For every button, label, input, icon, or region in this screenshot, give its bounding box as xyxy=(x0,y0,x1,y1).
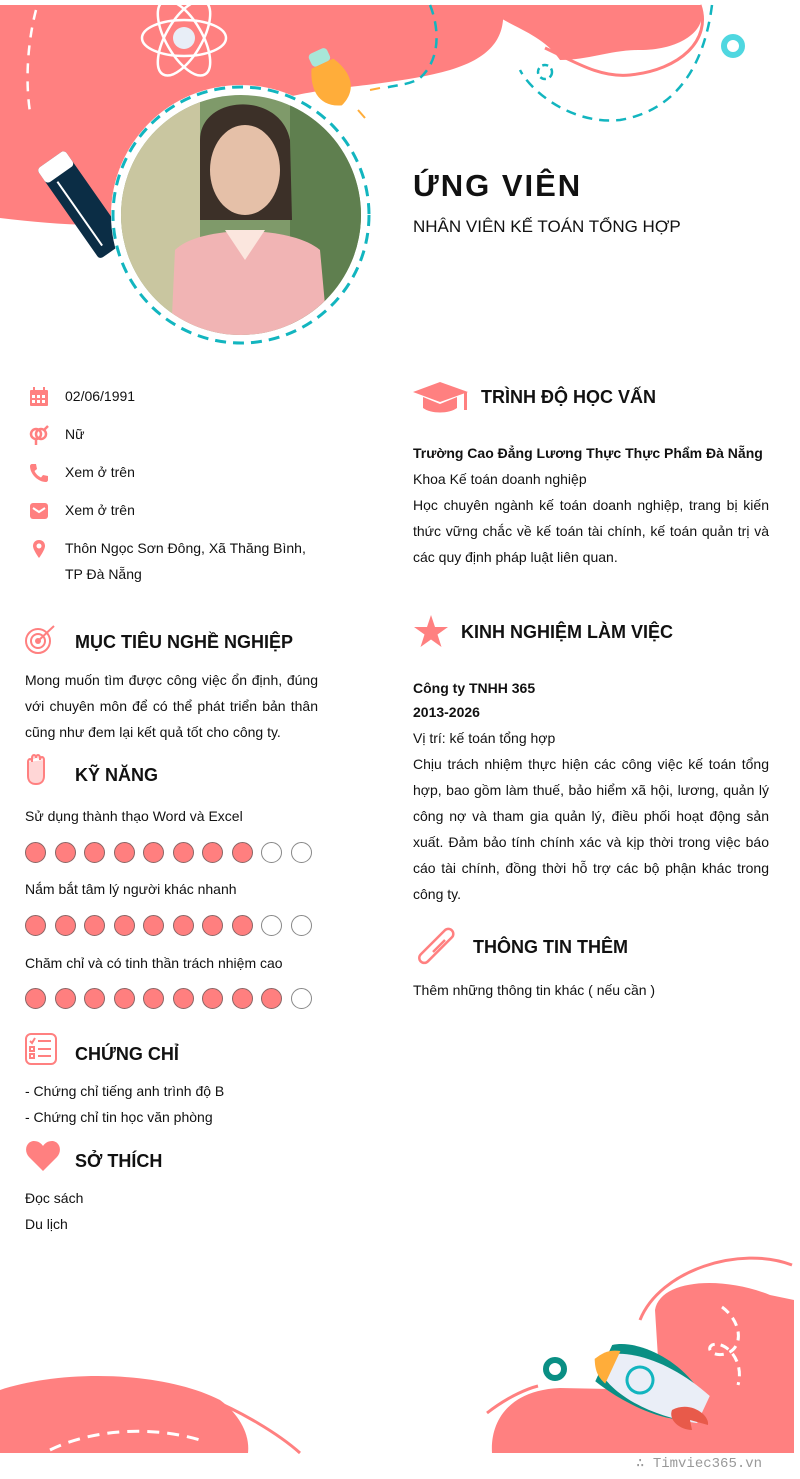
rating-dot-filled xyxy=(25,915,46,936)
rating-dot-filled xyxy=(232,988,253,1009)
graduation-cap-icon xyxy=(413,380,469,414)
rating-dot-filled xyxy=(114,988,135,1009)
skill-name: Nắm bắt tâm lý người khác nhanh xyxy=(25,881,237,897)
hand-icon xyxy=(25,754,47,786)
contact-address: Thôn Ngọc Sơn Đông, Xã Thăng Bình, TP Đà Nẵng xyxy=(25,535,325,587)
rating-dot-filled xyxy=(232,915,253,936)
skill-rating xyxy=(25,842,312,863)
watermark: ∴ Timviec365.vn xyxy=(636,1456,763,1472)
rating-dot-filled xyxy=(202,842,223,863)
target-icon xyxy=(24,624,58,656)
rating-dot-filled xyxy=(114,842,135,863)
rating-dot-filled xyxy=(202,988,223,1009)
phone-icon xyxy=(29,463,49,483)
contact-gender: Nữ xyxy=(25,421,325,447)
certificate-item: - Chứng chỉ tiếng anh trình độ B xyxy=(25,1083,225,1099)
rating-dot-filled xyxy=(114,915,135,936)
star-icon xyxy=(414,615,448,648)
rating-dot-filled xyxy=(55,915,76,936)
objective-title: MỤC TIÊU NGHỀ NGHIỆP xyxy=(75,632,294,652)
calendar-icon xyxy=(29,387,49,407)
rating-dot-empty xyxy=(261,842,282,863)
skill-rating xyxy=(25,988,312,1009)
experience-company: Công ty TNHH 365 xyxy=(413,680,536,696)
rating-dot-filled xyxy=(173,915,194,936)
hobby-item: Du lịch xyxy=(25,1216,68,1232)
rating-dot-filled xyxy=(143,915,164,936)
rating-dot-filled xyxy=(202,915,223,936)
rating-dot-filled xyxy=(261,988,282,1009)
rating-dot-filled xyxy=(143,988,164,1009)
rating-dot-filled xyxy=(232,842,253,863)
rating-dot-empty xyxy=(261,915,282,936)
skill-name: Chăm chỉ và có tinh thần trách nhiệm cao xyxy=(25,955,283,971)
rating-dot-filled xyxy=(84,915,105,936)
certificates-title: CHỨNG CHỈ xyxy=(75,1044,179,1064)
heart-icon xyxy=(25,1140,61,1172)
additional-title: THÔNG TIN THÊM xyxy=(473,937,628,957)
contact-birthdate: 02/06/1991 xyxy=(25,383,325,409)
experience-description: Chịu trách nhiệm thực hiện các công việc kế toán tổng hợp, bao gồm làm thuế, bảo hiểm xã hội, lương, quản lý công nợ và tham gia quản lý, điều phối hoạt động sản xuất. Đảm bảo tính chính xác và kịp thời trong việc báo cáo tài chính, đồng thời hỗ trợ các bộ phận khác trong công ty. xyxy=(413,756,769,902)
rating-dot-filled xyxy=(173,988,194,1009)
rating-dot-empty xyxy=(291,915,312,936)
hobbies-title: SỞ THÍCH xyxy=(75,1151,163,1171)
experience-period: 2013-2026 xyxy=(413,704,480,720)
hobby-item: Đọc sách xyxy=(25,1190,84,1206)
contact-phone: Xem ở trên xyxy=(25,459,325,485)
objective-text: Mong muốn tìm được công việc ổn định, đúng với chuyên môn để có thể phát triển bản thân cũng như đem lại kết quả tốt cho công ty. xyxy=(25,672,318,740)
rating-dot-filled xyxy=(55,988,76,1009)
rating-dot-filled xyxy=(173,842,194,863)
rating-dot-filled xyxy=(84,988,105,1009)
additional-text: Thêm những thông tin khác ( nếu cần ) xyxy=(413,982,656,998)
contact-email: Xem ở trên xyxy=(25,497,325,523)
education-school: Trường Cao Đẳng Lương Thực Thực Phẩm Đà Nẵng xyxy=(413,445,763,461)
candidate-photo xyxy=(0,0,800,360)
experience-position: Vị trí: kế toán tổng hợp xyxy=(413,730,556,746)
rating-dot-filled xyxy=(55,842,76,863)
candidate-name: ỨNG VIÊN xyxy=(413,168,583,203)
certificate-item: - Chứng chỉ tin học văn phòng xyxy=(25,1109,213,1125)
education-description: Học chuyên ngành kế toán doanh nghiệp, trang bị kiến thức vững chắc về kế toán tài chính, kế toán quản trị và các quy định pháp luật liên quan. xyxy=(413,497,769,565)
gender-icon xyxy=(29,425,49,445)
rating-dot-empty xyxy=(291,988,312,1009)
email-icon xyxy=(29,501,49,521)
skills-title: KỸ NĂNG xyxy=(75,765,159,785)
skill-name: Sử dụng thành thạo Word và Excel xyxy=(25,808,243,824)
rating-dot-filled xyxy=(25,988,46,1009)
skill-rating xyxy=(25,915,312,936)
location-icon xyxy=(29,539,49,559)
paperclip-icon xyxy=(416,927,458,969)
education-title: TRÌNH ĐỘ HỌC VẤN xyxy=(481,387,656,407)
rating-dot-filled xyxy=(84,842,105,863)
education-major: Khoa Kế toán doanh nghiệp xyxy=(413,471,587,487)
checklist-icon xyxy=(25,1033,57,1065)
job-title: NHÂN VIÊN KẾ TOÁN TỔNG HỢP xyxy=(413,217,681,236)
rating-dot-filled xyxy=(143,842,164,863)
rating-dot-filled xyxy=(25,842,46,863)
footer-decoration xyxy=(0,1250,800,1455)
experience-title: KINH NGHIỆM LÀM VIỆC xyxy=(461,622,674,642)
rating-dot-empty xyxy=(291,842,312,863)
